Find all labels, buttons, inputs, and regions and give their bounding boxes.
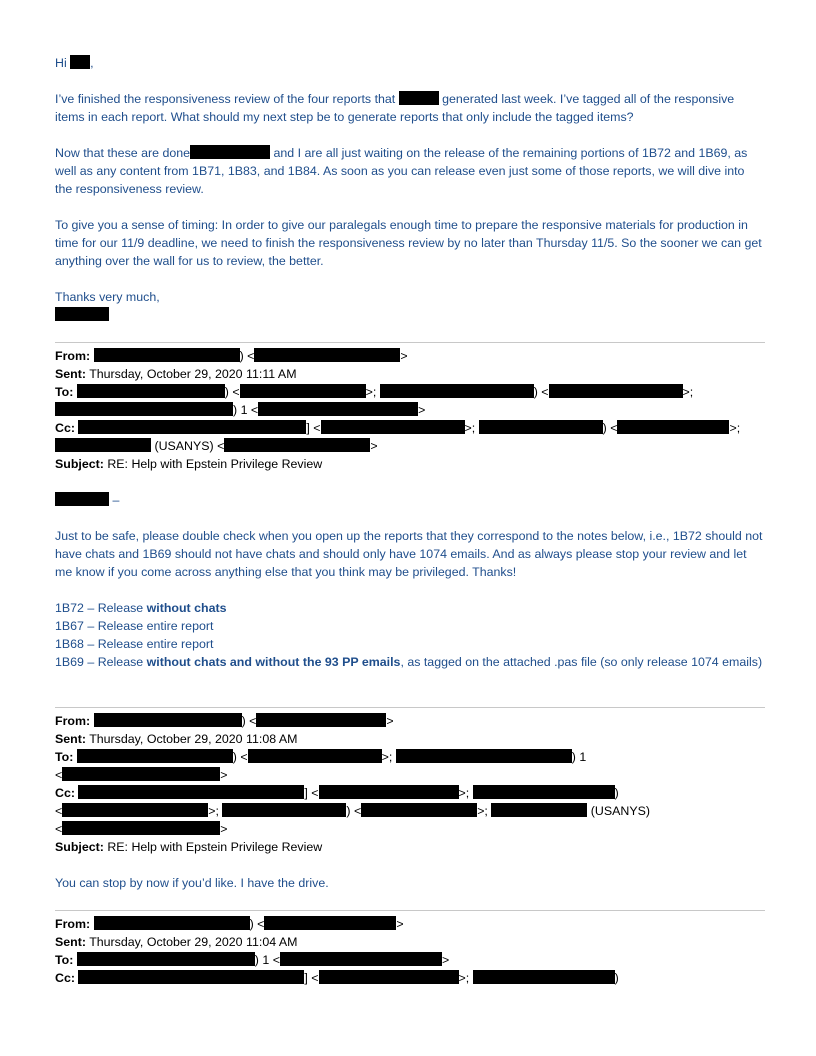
text: 1 bbox=[262, 953, 270, 967]
redaction bbox=[62, 767, 220, 781]
redaction bbox=[78, 420, 306, 434]
to-label: To: bbox=[55, 750, 74, 764]
list-item bbox=[55, 599, 765, 617]
redaction bbox=[258, 402, 418, 416]
redaction bbox=[256, 713, 386, 727]
redaction bbox=[473, 785, 615, 799]
redaction bbox=[473, 970, 615, 984]
sent-label: Sent: bbox=[55, 935, 86, 949]
redaction bbox=[321, 420, 465, 434]
text: 1 bbox=[579, 750, 587, 764]
sent-line bbox=[55, 730, 765, 748]
text: Now that these are done bbox=[55, 146, 191, 160]
redaction bbox=[55, 438, 151, 452]
from-label: From: bbox=[55, 917, 91, 931]
redaction bbox=[280, 952, 442, 966]
from-line: From: ) < > bbox=[55, 349, 408, 363]
email-header-3 bbox=[55, 915, 765, 987]
redaction bbox=[94, 713, 242, 727]
redaction bbox=[254, 348, 400, 362]
cc-line-cont: < > bbox=[55, 822, 228, 836]
text: 1B67 – Release entire report bbox=[55, 619, 214, 633]
redaction bbox=[94, 916, 250, 930]
from-label: From: bbox=[55, 714, 91, 728]
text: (USANYS) bbox=[590, 804, 650, 818]
redaction bbox=[224, 438, 370, 452]
cc-line: Cc: ] < >; ) bbox=[55, 971, 619, 985]
message-3-body bbox=[55, 874, 765, 892]
paragraph: Just to be safe, please double check when you open up the reports that they correspond to the notes below, i.e., 1B72 should not have chats and 1B69 should not have chats and should only have 1074 emails. And as always please stop your review and let me know if you come across anything else that you think may be privileged. Thanks! bbox=[55, 529, 763, 579]
redaction bbox=[55, 307, 109, 321]
sent-label: Sent: bbox=[55, 732, 86, 746]
redaction bbox=[77, 384, 225, 398]
salutation bbox=[55, 491, 765, 509]
greeting-comma: , bbox=[90, 56, 94, 70]
cc-line: Cc: ] < >; ) < >; bbox=[55, 421, 741, 435]
to-line-cont: ) 1 < > bbox=[55, 401, 765, 419]
text: 1B68 – Release entire report bbox=[55, 637, 214, 651]
to-line: To: ) 1 < > bbox=[55, 953, 450, 967]
subject-label: Subject: bbox=[55, 457, 104, 471]
subject-label: Subject: bbox=[55, 840, 104, 854]
text: without chats bbox=[146, 601, 227, 615]
sent-value: Thursday, October 29, 2020 11:11 AM bbox=[89, 367, 297, 381]
to-label: To: bbox=[55, 385, 74, 399]
sent-label: Sent: bbox=[55, 367, 86, 381]
message-2-body bbox=[55, 491, 765, 671]
greeting: Hi bbox=[55, 56, 67, 70]
cc-label: Cc: bbox=[55, 786, 75, 800]
redaction bbox=[240, 384, 366, 398]
cc-line-cont: < >; ) < >; (USANYS) bbox=[55, 804, 650, 818]
redaction bbox=[479, 420, 603, 434]
redaction bbox=[264, 916, 396, 930]
from-line: From: ) < > bbox=[55, 917, 404, 931]
redaction bbox=[55, 492, 109, 506]
redaction bbox=[617, 420, 729, 434]
subject-line bbox=[55, 838, 765, 856]
text: without chats and without the 93 PP emails bbox=[146, 655, 401, 669]
redaction bbox=[319, 970, 459, 984]
text: and I are all just waiting on the release of the remaining portions of 1B72 and 1B69, as well as any content from 1B71, 1B83, and 1B84. As soon as you can release even just some of those reports, we will dive into the responsiveness review. bbox=[55, 146, 748, 196]
cc-label: Cc: bbox=[55, 421, 75, 435]
redaction bbox=[62, 803, 208, 817]
text: generated last week. I’ve tagged all of the responsive items in each report. What should my next step be to generate reports that only include the tagged items? bbox=[55, 92, 735, 124]
sent-line bbox=[55, 365, 765, 383]
list-item bbox=[55, 653, 765, 671]
redaction bbox=[190, 145, 270, 159]
email-document bbox=[55, 54, 765, 987]
email-header-2 bbox=[55, 712, 765, 856]
to-line-cont: < > bbox=[55, 768, 228, 782]
to-label: To: bbox=[55, 953, 74, 967]
redaction bbox=[549, 384, 683, 398]
paragraph: You can stop by now if you’d like. I have the drive. bbox=[55, 876, 329, 890]
paragraph bbox=[55, 144, 765, 198]
redaction bbox=[94, 348, 240, 362]
redaction bbox=[77, 952, 255, 966]
cc-label: Cc: bbox=[55, 971, 75, 985]
subject-line bbox=[55, 455, 765, 473]
redaction bbox=[491, 803, 587, 817]
signature bbox=[55, 306, 765, 324]
text: I’ve finished the responsiveness review of the four reports that bbox=[55, 92, 396, 106]
list-item bbox=[55, 635, 765, 653]
sent-line bbox=[55, 933, 765, 951]
redaction bbox=[62, 821, 220, 835]
cc-line: Cc: ] < >; ) bbox=[55, 786, 619, 800]
redaction bbox=[361, 803, 477, 817]
redaction bbox=[248, 749, 382, 763]
signoff: Thanks very much, bbox=[55, 290, 160, 304]
redaction bbox=[380, 384, 534, 398]
greeting-line bbox=[55, 54, 765, 72]
list-item bbox=[55, 617, 765, 635]
redaction bbox=[70, 55, 90, 69]
redaction bbox=[396, 749, 572, 763]
sent-value: Thursday, October 29, 2020 11:04 AM bbox=[89, 935, 298, 949]
redaction bbox=[78, 785, 304, 799]
from-line: From: ) < > bbox=[55, 714, 394, 728]
email-header-1 bbox=[55, 347, 765, 473]
to-line: To: ) < >; ) < >; bbox=[55, 385, 694, 399]
text: 1B69 – Release bbox=[55, 655, 147, 669]
cc-line-cont: (USANYS) < > bbox=[55, 437, 765, 455]
redaction bbox=[78, 970, 304, 984]
text: (USANYS) bbox=[154, 439, 214, 453]
subject-value: RE: Help with Epstein Privilege Review bbox=[107, 840, 323, 854]
redaction bbox=[77, 749, 233, 763]
text: , as tagged on the attached .pas file (so only release 1074 emails) bbox=[400, 655, 763, 669]
text: – bbox=[112, 493, 120, 507]
paragraph: To give you a sense of timing: In order to give our paralegals enough time to prepare the responsive materials for production in time for our 11/9 deadline, we need to finish the responsiveness review by no later than Thursday 11/5. So the sooner we can get anything over the wall for us to review, the better. bbox=[55, 218, 762, 268]
redaction bbox=[55, 402, 233, 416]
release-list bbox=[55, 599, 765, 671]
to-line: To: ) < >; ) 1 bbox=[55, 750, 587, 764]
paragraph bbox=[55, 90, 765, 126]
text: 1 bbox=[240, 403, 248, 417]
redaction bbox=[399, 91, 439, 105]
subject-value: RE: Help with Epstein Privilege Review bbox=[107, 457, 323, 471]
text: 1B72 – Release bbox=[55, 601, 147, 615]
from-label: From: bbox=[55, 349, 91, 363]
sent-value: Thursday, October 29, 2020 11:08 AM bbox=[89, 732, 298, 746]
message-1-body bbox=[55, 54, 765, 324]
redaction bbox=[319, 785, 459, 799]
redaction bbox=[222, 803, 346, 817]
